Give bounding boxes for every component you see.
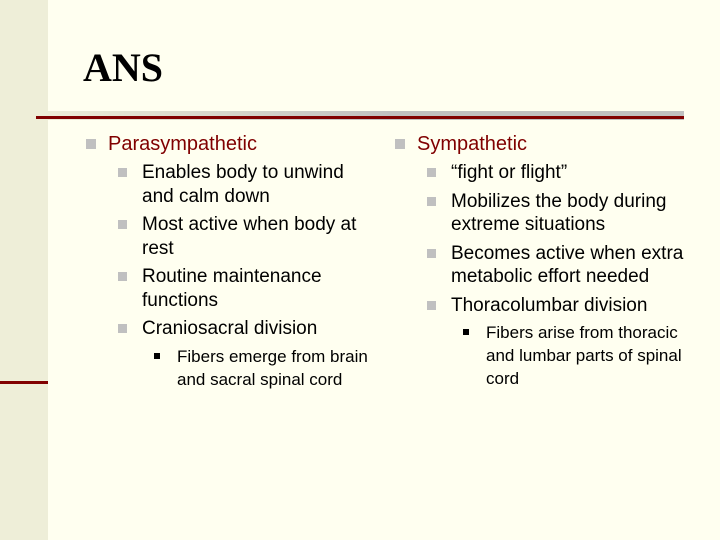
parasympathetic-heading: Parasympathetic	[108, 133, 257, 155]
left-accent-bar	[0, 381, 48, 384]
point-text: Thoracolumbar division	[451, 294, 648, 316]
sympathetic-heading-item	[395, 132, 695, 390]
square-bullet-icon	[427, 168, 436, 177]
title-divider	[36, 116, 684, 119]
square-bullet-icon	[118, 168, 127, 177]
list-item	[111, 317, 376, 391]
sympathetic-heading: Sympathetic	[417, 133, 528, 155]
sympathetic-points	[417, 161, 695, 390]
point-text: “fight or flight”	[451, 162, 568, 183]
sympathetic-column	[395, 132, 695, 395]
square-bullet-icon	[118, 220, 127, 229]
list-item	[420, 161, 695, 185]
small-square-bullet-icon	[463, 329, 469, 335]
sub-list-item	[144, 345, 376, 391]
parasympathetic-column	[86, 132, 376, 396]
parasympathetic-heading-item	[86, 132, 376, 391]
list-item	[420, 294, 695, 391]
square-bullet-icon	[86, 139, 96, 149]
point-text: Craniosacral division	[142, 318, 318, 339]
list-item	[420, 190, 695, 237]
list-item	[111, 213, 376, 260]
subpoint-text: Fibers emerge from brain and sacral spinal cord	[177, 346, 368, 389]
list-item	[111, 161, 376, 208]
square-bullet-icon	[118, 272, 127, 281]
parasympathetic-points	[108, 161, 376, 391]
subpoint-text: Fibers arise from thoracic and lumbar parts of spinal cord	[486, 323, 682, 388]
square-bullet-icon	[427, 301, 436, 310]
craniosacral-subpoints	[142, 345, 376, 391]
list-item	[111, 265, 376, 312]
slide-title: ANS	[83, 45, 164, 90]
point-text: Routine maintenance functions	[142, 266, 322, 311]
left-decorative-band	[0, 0, 48, 540]
square-bullet-icon	[427, 249, 436, 258]
list-item	[420, 242, 695, 289]
sub-list-item	[453, 321, 695, 390]
square-bullet-icon	[395, 139, 405, 149]
point-text: Becomes active when extra metabolic effort needed	[451, 242, 684, 287]
point-text: Enables body to unwind and calm down	[142, 162, 344, 207]
point-text: Most active when body at rest	[142, 214, 357, 259]
square-bullet-icon	[118, 324, 127, 333]
point-text: Mobilizes the body during extreme situations	[451, 190, 667, 235]
thoracolumbar-subpoints	[451, 321, 695, 390]
square-bullet-icon	[427, 197, 436, 206]
small-square-bullet-icon	[154, 353, 160, 359]
